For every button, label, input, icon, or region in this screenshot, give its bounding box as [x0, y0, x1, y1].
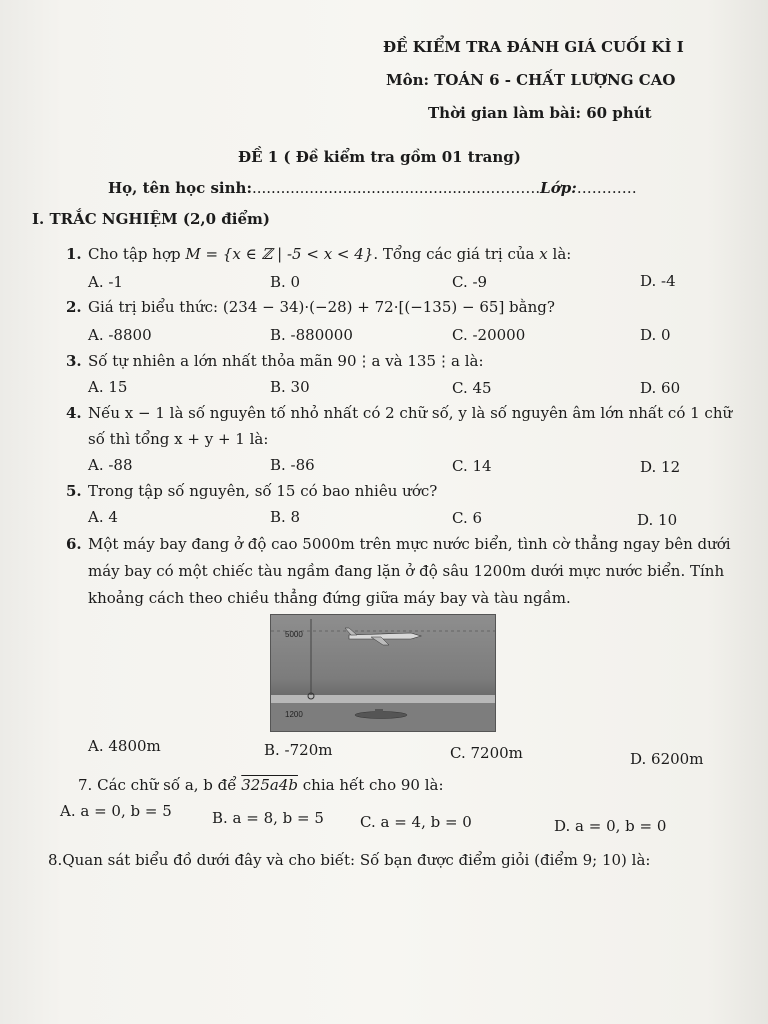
- airplane-icon: [345, 628, 421, 645]
- q2-option-a: A. -8800: [88, 326, 152, 344]
- q4-option-d: D. 12: [640, 458, 681, 476]
- q7-option-a: A. a = 0, b = 5: [60, 802, 172, 820]
- question-text: Trong tập số nguyên, số 15 có bao nhiêu ước?: [88, 482, 438, 500]
- question-number: 6.: [66, 535, 82, 553]
- question-text: chia hết cho 90 là:: [297, 776, 444, 794]
- question-6-cont-2: khoảng cách theo chiều thẳng đứng giữa máy bay và tàu ngầm.: [88, 589, 571, 607]
- question-text: Nếu x − 1 là số nguyên tố nhỏ nhất có 2 chữ số, y là số nguyên âm lớn nhất có 1 chữ: [88, 404, 733, 422]
- q3-option-a: A. 15: [88, 378, 128, 396]
- q1-option-d: D. -4: [640, 272, 676, 290]
- q6-option-b: B. -720m: [264, 741, 333, 759]
- question-number: 3.: [66, 352, 82, 370]
- question-6-cont-1: máy bay có một chiếc tàu ngầm đang lặn ở độ sâu 1200m dưới mực nước biển. Tính: [88, 562, 725, 580]
- question-var: x: [539, 245, 548, 263]
- q7-option-c: C. a = 4, b = 0: [360, 813, 472, 831]
- question-number: 4.: [66, 404, 82, 422]
- question-number: 7.: [78, 776, 93, 794]
- figure-label-top: 5000: [285, 630, 303, 639]
- question-text: Giá trị biểu thức: (234 − 34)·(−28) + 72·[(−135) − 65] bằng?: [88, 298, 555, 316]
- name-label: Họ, tên học sinh:: [108, 179, 252, 197]
- question-number: 2.: [66, 298, 82, 316]
- q2-option-d: D. 0: [640, 326, 671, 344]
- q2-option-b: B. -880000: [270, 326, 353, 344]
- question-8: [48, 851, 650, 869]
- exam-title: ĐỀ KIỂM TRA ĐÁNH GIÁ CUỐI KÌ I: [383, 38, 684, 56]
- question-text: . Tổng các giá trị của: [373, 245, 540, 263]
- q6-option-a: A. 4800m: [88, 737, 161, 755]
- question-number: 1.: [66, 245, 82, 263]
- q1-option-b: B. 0: [270, 273, 301, 291]
- student-info-line: [108, 179, 637, 197]
- question-4-cont: số thì tổng x + y + 1 là:: [88, 430, 269, 448]
- question-text: là:: [547, 245, 572, 263]
- q3-option-c: C. 45: [452, 379, 492, 397]
- question-number: 5.: [66, 482, 82, 500]
- question-number: 8.: [48, 851, 63, 869]
- q2-option-c: C. -20000: [452, 326, 526, 344]
- q6-option-d: D. 6200m: [630, 750, 704, 768]
- q4-option-c: C. 14: [452, 457, 492, 475]
- q5-option-b: B. 8: [270, 508, 301, 526]
- question-1: [66, 245, 571, 263]
- q3-option-d: D. 60: [640, 379, 681, 397]
- q4-option-a: A. -88: [88, 456, 133, 474]
- q3-option-b: B. 30: [270, 378, 310, 396]
- class-label: Lớp:: [540, 179, 577, 197]
- question-text: Cho tập hợp: [88, 245, 186, 263]
- exam-code: ĐỀ 1 ( Đề kiểm tra gồm 01 trang): [238, 148, 521, 166]
- q1-option-c: C. -9: [452, 273, 488, 291]
- question-text: Các chữ số a, b để: [97, 776, 242, 794]
- section-title: I. TRẮC NGHIỆM (2,0 điểm): [32, 210, 270, 228]
- q5-option-c: C. 6: [452, 509, 483, 527]
- q7-option-d: D. a = 0, b = 0: [554, 817, 667, 835]
- q5-option-d: D. 10: [637, 511, 678, 529]
- question-2: [66, 298, 555, 316]
- q7-option-b: B. a = 8, b = 5: [212, 809, 324, 827]
- question-7: [78, 776, 444, 794]
- figure-label-bottom: 1200: [285, 710, 303, 719]
- question-text: Một máy bay đang ở độ cao 5000m trên mực nước biển, tình cờ thẳng ngay bên dưới: [88, 535, 731, 553]
- question-5: [66, 482, 437, 500]
- exam-subject: Môn: TOÁN 6 - CHẤT LƯỢNG CAO: [386, 71, 676, 89]
- q6-option-c: C. 7200m: [450, 744, 523, 762]
- question-math: M = {x ∈ ℤ | -5 < x < 4}: [185, 245, 374, 263]
- class-dots: …………: [576, 179, 637, 197]
- q1-option-a: A. -1: [88, 273, 123, 291]
- exam-time: Thời gian làm bài: 60 phút: [428, 104, 652, 122]
- q5-option-a: A. 4: [88, 508, 118, 526]
- question-6: [66, 535, 731, 553]
- q4-option-b: B. -86: [270, 456, 315, 474]
- question-3: [66, 352, 484, 370]
- question-overline-number: 325a4b: [241, 776, 298, 794]
- name-dots: ..................................................……….: [251, 179, 541, 197]
- question-4: [66, 404, 732, 422]
- question-text: Quan sát biểu đồ dưới đây và cho biết: Số bạn được điểm giỏi (điểm 9; 10) là:: [62, 851, 651, 869]
- question-text: Số tự nhiên a lớn nhất thỏa mãn 90⋮a và 135⋮a là:: [88, 352, 484, 370]
- airplane-submarine-photo: [270, 614, 496, 732]
